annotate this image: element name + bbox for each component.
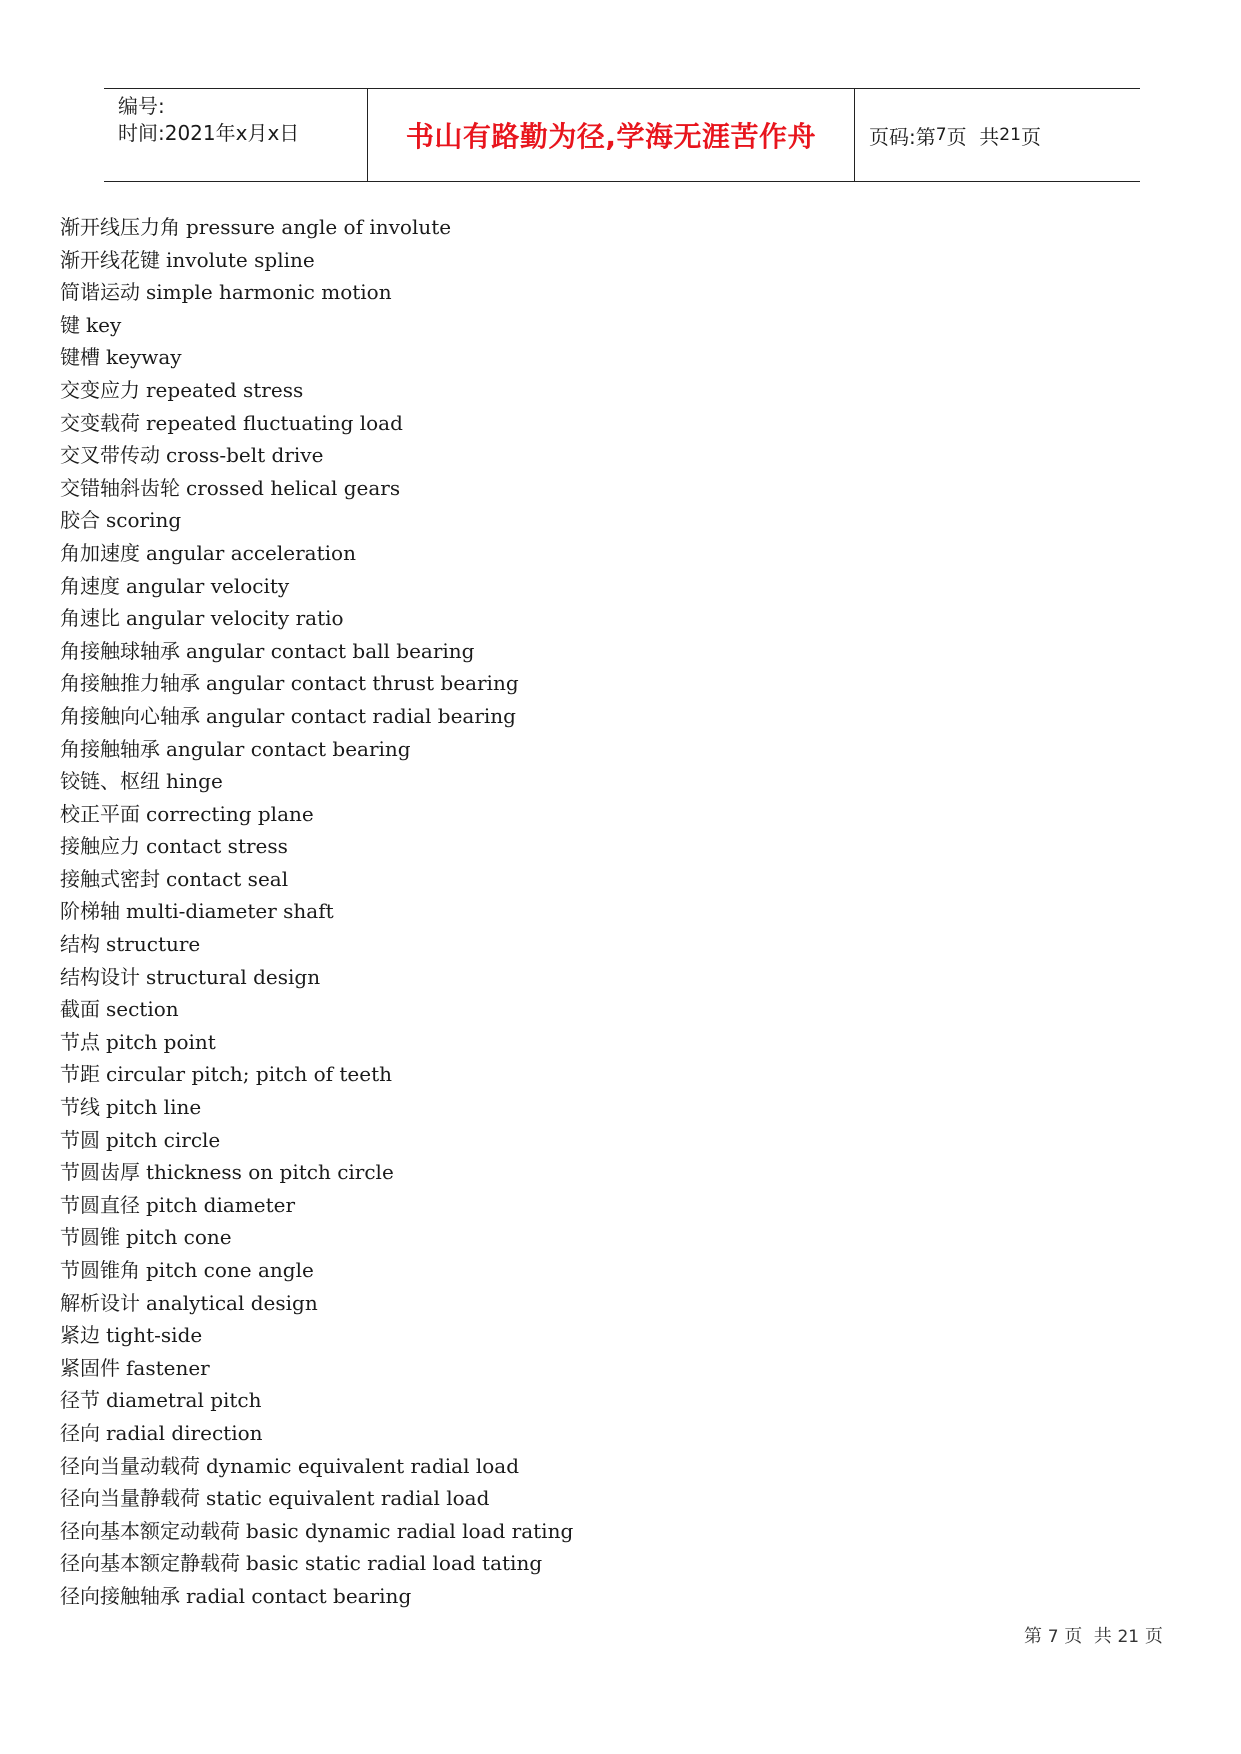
glossary-entry [60, 798, 573, 831]
term-chinese: 交变载荷 [60, 410, 140, 435]
term-chinese: 节圆直径 [60, 1192, 140, 1217]
term-english: analytical design [146, 1290, 318, 1315]
term-english: angular acceleration [146, 540, 356, 565]
term-chinese: 径向当量静载荷 [60, 1486, 200, 1511]
glossary-entry [60, 1580, 573, 1613]
glossary-entry [60, 1352, 573, 1385]
glossary-entry [60, 341, 573, 374]
term-chinese: 键槽 [60, 345, 100, 370]
term-chinese: 渐开线花键 [60, 247, 160, 272]
term-chinese: 节圆 [60, 1127, 100, 1152]
term-chinese: 角接触轴承 [60, 736, 160, 761]
term-chinese: 径向基本额定静载荷 [60, 1551, 240, 1576]
term-chinese: 径向 [60, 1420, 100, 1445]
glossary-entry [60, 1058, 573, 1091]
term-english: angular velocity [126, 573, 290, 598]
glossary-entry [60, 570, 573, 603]
term-english: angular velocity ratio [126, 606, 344, 631]
term-english: angular contact radial bearing [206, 703, 516, 728]
term-chinese: 交变应力 [60, 377, 140, 402]
term-english: involute spline [166, 247, 315, 272]
glossary-entry [60, 733, 573, 766]
term-english: repeated fluctuating load [146, 410, 403, 435]
header-page-current: 7 [935, 125, 947, 145]
term-chinese: 交叉带传动 [60, 443, 160, 468]
document-number-label: 编号: [118, 94, 165, 118]
footer-mid: 页 共 [1064, 1626, 1112, 1647]
term-english: thickness on pitch circle [146, 1160, 394, 1185]
term-chinese: 键 [60, 312, 80, 337]
term-english: static equivalent radial load [206, 1486, 490, 1511]
term-english: simple harmonic motion [146, 280, 392, 305]
glossary-entry [60, 961, 573, 994]
term-chinese: 校正平面 [60, 801, 140, 826]
term-chinese: 解析设计 [60, 1290, 140, 1315]
term-chinese: 铰链、枢纽 [60, 769, 160, 794]
term-chinese: 紧边 [60, 1323, 100, 1348]
glossary-entry [60, 1091, 573, 1124]
term-chinese: 阶梯轴 [60, 899, 120, 924]
term-chinese: 径向基本额定动载荷 [60, 1518, 240, 1543]
glossary-entry [60, 830, 573, 863]
term-chinese: 节距 [60, 1062, 100, 1087]
term-english: pressure angle of involute [186, 215, 452, 239]
glossary-entry [60, 667, 573, 700]
glossary-entry [60, 602, 573, 635]
term-english: basic dynamic radial load rating [246, 1518, 574, 1543]
term-english: fastener [126, 1355, 210, 1380]
term-chinese: 角加速度 [60, 540, 140, 565]
term-chinese: 径向接触轴承 [60, 1583, 180, 1608]
term-english: contact seal [166, 866, 289, 891]
glossary-entry [60, 439, 573, 472]
header-page-prefix: 页码:第 [869, 124, 936, 149]
header-page-total: 21 [999, 125, 1021, 145]
term-chinese: 接触式密封 [60, 866, 160, 891]
term-english: circular pitch; pitch of teeth [106, 1062, 392, 1087]
glossary-entry [60, 928, 573, 961]
glossary-entry [60, 765, 573, 798]
glossary-entry [60, 1482, 573, 1515]
term-chinese: 径节 [60, 1388, 100, 1413]
glossary-entry [60, 1287, 573, 1320]
glossary-entry [60, 1450, 573, 1483]
term-chinese: 截面 [60, 997, 100, 1022]
term-english: contact stress [146, 834, 288, 859]
term-chinese: 渐开线压力角 [60, 215, 180, 239]
term-chinese: 紧固件 [60, 1355, 120, 1380]
glossary-entry [60, 537, 573, 570]
footer-page-total: 21 [1117, 1627, 1140, 1647]
glossary-entry [60, 1124, 573, 1157]
glossary-entry [60, 1547, 573, 1580]
term-english: basic static radial load tating [246, 1551, 543, 1576]
term-chinese: 节线 [60, 1095, 100, 1120]
term-english: pitch line [106, 1095, 202, 1120]
term-english: keyway [106, 345, 182, 370]
term-chinese: 径向当量动载荷 [60, 1453, 200, 1478]
term-chinese: 节点 [60, 1029, 100, 1054]
term-english: tight-side [106, 1323, 203, 1348]
glossary-entry [60, 407, 573, 440]
header-page-indicator [855, 89, 1140, 181]
header-info-cell [104, 89, 368, 181]
term-english: pitch diameter [146, 1192, 296, 1217]
term-chinese: 角速比 [60, 606, 120, 631]
term-chinese: 简谐运动 [60, 280, 140, 305]
glossary-entry [60, 1026, 573, 1059]
glossary-entry [60, 1221, 573, 1254]
glossary-entry [60, 1515, 573, 1548]
term-english: repeated stress [146, 377, 304, 402]
term-chinese: 结构 [60, 932, 100, 957]
term-chinese: 节圆锥 [60, 1225, 120, 1250]
term-english: dynamic equivalent radial load [206, 1453, 519, 1478]
term-english: pitch cone [126, 1225, 232, 1250]
glossary-entry [60, 1384, 573, 1417]
glossary-entry [60, 309, 573, 342]
page-footer [1024, 1622, 1163, 1648]
header-page-mid: 页 共 [946, 124, 1000, 149]
term-chinese: 节圆锥角 [60, 1258, 140, 1282]
term-english: multi-diameter shaft [126, 899, 334, 924]
term-english: scoring [106, 508, 182, 533]
footer-prefix: 第 [1024, 1626, 1042, 1647]
term-chinese: 角速度 [60, 573, 120, 598]
term-english: diametral pitch [106, 1388, 262, 1413]
term-english: pitch cone angle [146, 1258, 314, 1282]
term-english: pitch point [106, 1029, 216, 1054]
term-english: cross-belt drive [166, 443, 324, 468]
term-english: radial contact bearing [186, 1583, 412, 1608]
header-motto: 书山有路勤为径,学海无涯苦作舟 [368, 89, 855, 181]
term-english: hinge [166, 769, 223, 794]
term-english: angular contact ball bearing [186, 638, 475, 663]
document-time: 时间:2021年x月x日 [118, 121, 300, 145]
term-english: section [106, 997, 179, 1022]
term-chinese: 交错轴斜齿轮 [60, 475, 180, 500]
term-chinese: 接触应力 [60, 834, 140, 859]
glossary-entry [60, 1156, 573, 1189]
glossary-entry [60, 895, 573, 928]
page-header [104, 88, 1140, 182]
footer-suffix: 页 [1144, 1626, 1163, 1647]
term-english: angular contact thrust bearing [206, 671, 519, 696]
glossary-entry [60, 700, 573, 733]
glossary-entry [60, 504, 573, 537]
glossary-entry [60, 472, 573, 505]
glossary-entry [60, 993, 573, 1026]
term-chinese: 结构设计 [60, 964, 140, 989]
glossary-entry [60, 1417, 573, 1450]
glossary-entry [60, 244, 573, 277]
term-english: pitch circle [106, 1127, 221, 1152]
glossary-entry [60, 374, 573, 407]
glossary-entry [60, 1319, 573, 1352]
term-english: key [86, 312, 122, 337]
glossary-entry [60, 863, 573, 896]
term-english: radial direction [106, 1420, 263, 1445]
term-english: angular contact bearing [166, 736, 411, 761]
term-chinese: 节圆齿厚 [60, 1160, 140, 1185]
term-chinese: 角接触推力轴承 [60, 671, 200, 696]
glossary-entry [60, 1254, 573, 1287]
footer-page-current: 7 [1047, 1627, 1059, 1647]
glossary-entry [60, 635, 573, 668]
glossary-entry [60, 1189, 573, 1222]
header-page-suffix: 页 [1020, 124, 1041, 149]
term-chinese: 角接触向心轴承 [60, 703, 200, 728]
term-english: crossed helical gears [186, 475, 401, 500]
term-chinese: 胶合 [60, 508, 100, 533]
glossary-entry [60, 276, 573, 309]
term-english: structure [106, 932, 201, 957]
term-chinese: 角接触球轴承 [60, 638, 180, 663]
glossary-list [60, 211, 573, 1613]
term-english: structural design [146, 964, 321, 989]
term-english: correcting plane [146, 801, 314, 826]
glossary-entry [60, 211, 573, 244]
